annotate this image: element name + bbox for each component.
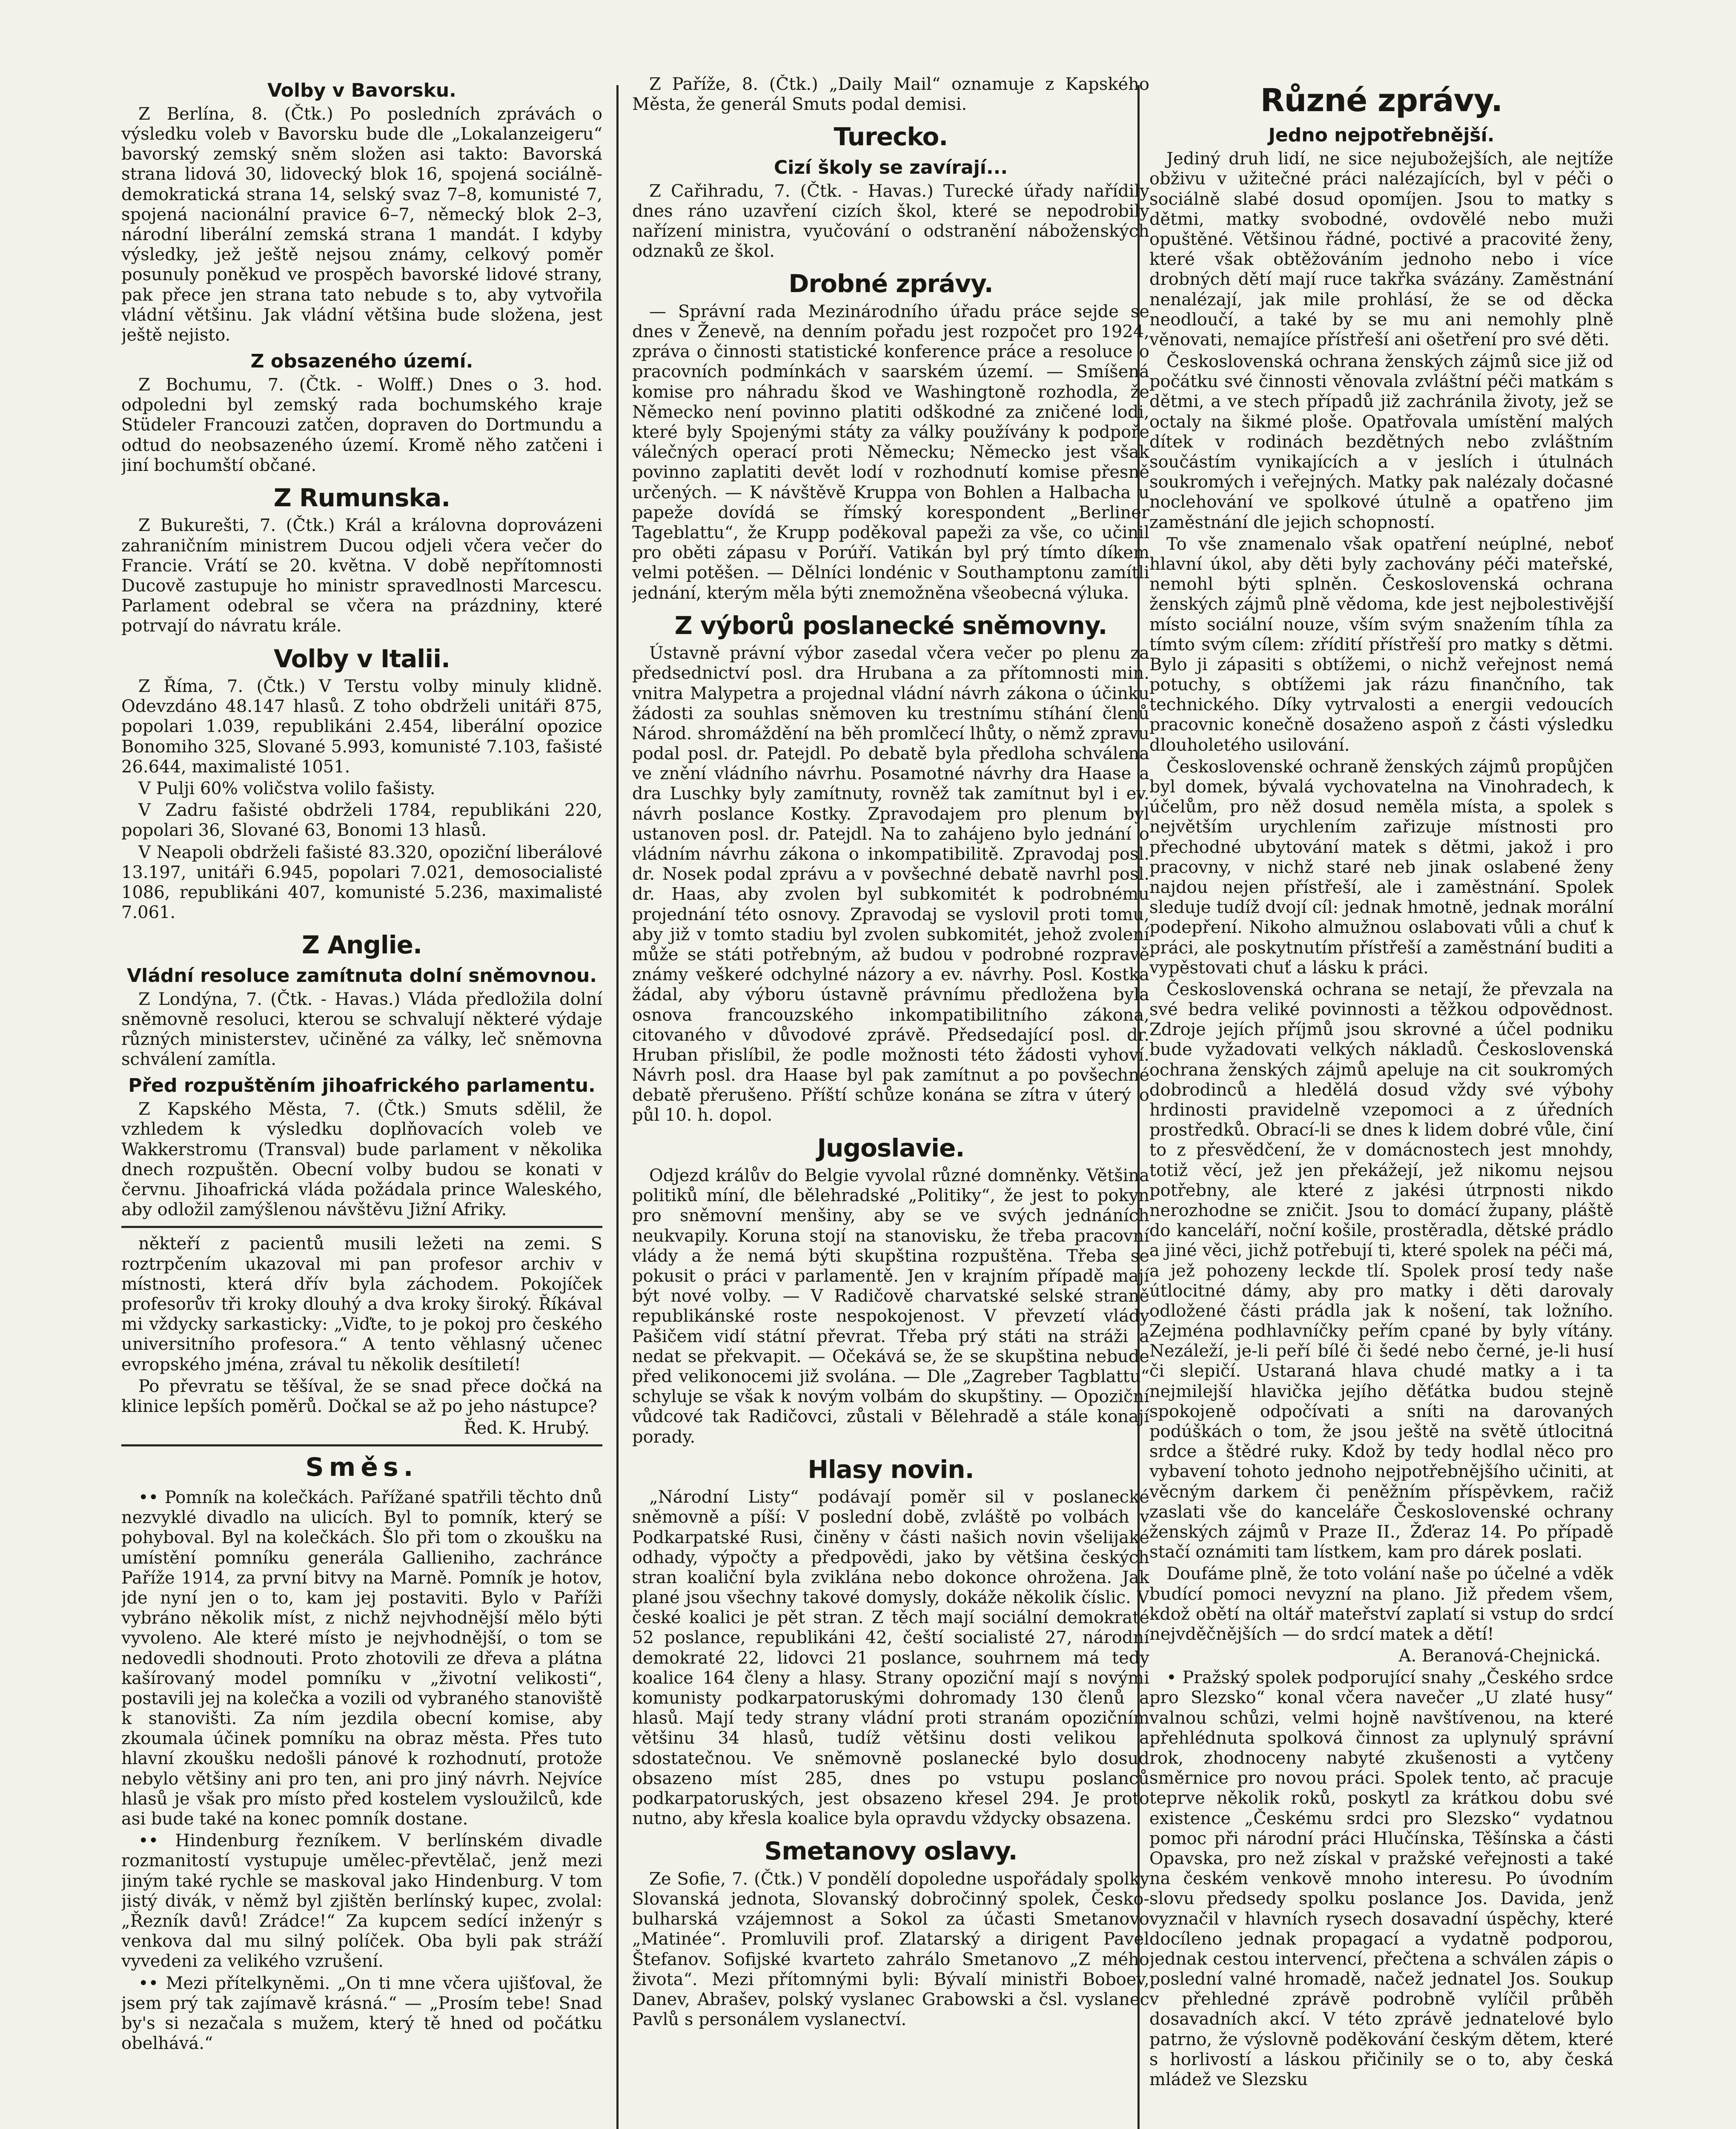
section-rule — [121, 1444, 602, 1446]
article-italii-2: V Pulji 60% voličstva volilo fašisty. — [138, 778, 435, 798]
heading-drobne: Drobné zprávy. — [788, 269, 993, 298]
article-ruzne-6: Doufáme plně, že toto volání naše po účelné a vděk budící pomoci nevyzní na plano. Již předem všem, kdož obětí na oltář mateřství zaplatí si vstup do srdcí nejvděčnějších — do srdcí matek a dětí! — [1149, 1564, 1613, 1644]
subheading-jihoafricky: Před rozpuštěním jihoafrického parlamentu. — [128, 1075, 596, 1097]
article-turecko: Z Cařihradu, 7. (Čtk. - Havas.) Turecké úřady nařídily dnes ráno uzavření cizích škol, které se nepodrobily nařízení ministra, vyučování o odstranění náboženských odznaků ze škol. — [632, 181, 1149, 261]
article-italii-3: V Zadru fašisté obdrželi 1784, republikáni 220, popolari 36, Slované 63, Bonomi 13 hlasů. — [121, 801, 602, 841]
article-vyboru: Ústavně právní výbor zasedal včera večer po plenu za předsednictví posl. dra Hrubana a za přítomnosti min. vnitra Malypetra a projednal vládní návrh zákona o účinku žádosti za souhlas sněmoven ku trestnímu stíhání členů Národ. shromáždění na běh promlčecí lhůty, o němž zpravu podal posl. dr. Patejdl. Po debatě byla předloha schválena ve znění vládního návrhu. Posamotné návrhy dra Haase a dra Luschky byly zamítnuty, rovněž tak zamítnut byl i ev. návrh poslance Kostky. Zpravodajem pro plenum byl ustanoven posl. dr. Patejdl. Na to zahájeno bylo jednání o vládním návrhu zákona o inkompatibilitě. Zpravodaj posl. dr. Nosek podal zprávu a v povšechné debatě navrhl posl. dr. Haas, aby zvolen byl subkomitét k podrobnému projednání této osnovy. Zpravodaj se vyslovil proti tomu, aby již v tomto stadiu byl zvolen subkomitét, jehož zvolení může se státi potřebným, až budou v podrobné rozpravě známy veškeré odchylné názory a ev. návrhy. Posl. Kostka žádal, aby výboru ústavně právnímu předložena byla osnova francouzského inkompatibilitního zákona, citovaného v důvodové zprávě. Předsedající posl. dr. Hruban přislíbil, že podle možnosti této žádosti vyhoví. Návrh posl. dra Haase byl pak zamítnut a po povšechné debatě přerušeno. Příští schůze konána se zítra v úterý o půl 10. h. dopol. — [632, 643, 1149, 1125]
article-hlasy: „Národní Listy“ podávají poměr sil v poslanecké sněmovně a píší: V poslední době, zvláště po volbách v Podkarpatské Rusi, činěny v části našich novin všelijaké odhady, výpočty a předpovědi, jako by většina českých stran koaliční byla zviklána nebo dokonce ohrožena. Jak plané jsou všechny takové domysly, dokáže několik číslic. V české koalici je pět stran. Z těch mají sociální demokraté 52 poslance, republikáni 42, čeští socialisté 27, národní demokraté 22, lidovci 21 poslance, souhrnem má tedy koalice 164 členy a hlasy. Strany opoziční mají s novými komunisty podkarpatoruskými dohromady 130 členů a hlasů. Mají tedy strany vládní proti stranám opozičním většinu 34 hlasů, tudíž většinu dosti velikou a sdostatečnou. Ve sněmovně poslanecké bylo dosud obsazeno míst 285, dnes po vstupu poslanců podkarpatoruských, jest obsazeno křesel 294. Je proto nutno, aby křesla koalice byla opravdu vždycky obsazena. — [632, 1487, 1149, 1829]
article-ruzne-5: Československá ochrana se netají, že převzala na své bedra veliké povinnosti a těžkou odpovědnost. Zdroje jejích příjmů jsou skrovné a účel podniku bude vyžadovati velkých nákladů. Československá ochrana ženských zájmů apeluje na cit soukromých dobrodinců a hledělá dosud vždy své výbohy hrdinosti pravidelně vzepomoci a z úředních prostředků. Obrací-li se dnes k lidem dobré vůle, činí to z přesvědčení, že v domácnostech jest mnohdy, totiž věcí, jež jen překážejí, jež nikomu nejsou potřebny, ale které z jakési útrpnosti nikdo nerozhodne se zničit. Jsou to domácí župany, pláště do kanceláří, noční košile, prostěradla, dětské prádlo a jiné věci, jichž potřebují ti, které spolek na péči má, a jež pohozeny leckde tlí. Spolek prosí tedy naše útlocitné dámy, aby pro matky i děti darovaly odložené části prádla jak k nošení, tak ložního. Zejména podhlavníčky peřím cpané by byly vítány. Nezáleží, je-li peří bílé či šedé nebo černé, je-li husí či slepičí. Ustaraná hlava chudé matky a i ta nejmilejší hlavička jejího děťátka budou stejně spokojeně odpočívati a sníti na darovaných podúškách o tom, že jsou ještě na světě útlocitná srdce a štědré ruky. Kdož by tedy hodlal něco pro vybavení tohoto jednoho nejpotřebnějšího učiniti, at věcným darkem či peněžním příspěvkem, račiž zaslati vše do kanceláře Československé ochrany ženských zájmů v Praze II., Žďeraz 14. Po případě stačí oznámiti tam lístkem, kam pro dárek poslati. — [1149, 979, 1613, 1562]
article-ruzne-2: Československá ochrana ženských zájmů sice již od počátku své činnosti věnovala zvláštní péči matkám s dětmi, a ve stech případů již zachránila životy, jež se octaly na šikmé ploše. Opatřovala umístění malých dítek v rodinách bezdětných nebo zvláštním součástím vynikajících a v jeslích i útulnách soukromých i veřejných. Matky pak nalézaly dočasné noclehování ve spolkové útulně a opatřeno jim zaměstnání dle jejich schopností. — [1149, 352, 1613, 532]
heading-italii: Volby v Italii. — [273, 644, 450, 673]
heading-anglie: Z Anglie. — [301, 930, 422, 960]
article-jugoslavie: Odjezd králův do Belgie vyvolal různé domněnky. Většina politiků míní, dle bělehradské „Politiky“, že jest to pokyn pro sněmovní menšiny, aby se ve svých jednáních neukvapily. Koruna stojí na stanovisku, že třeba pracovní vlády a že nemá býti skupština rozpuštěna. Třeba se pokusit o práci v parlamentě. Jen v krajním případě mají být nové volby. — V Radičově charvatské selské straně republikánské roste nespokojenost. V převzetí vlády Pašičem vidí státní převrat. Třeba prý státi na stráži a nedat se překvapit. — Očekává se, že se skupština nebude před velikonocemi již svolána. — Dle „Zagreber Tagblattu“ schyluje se však k novým volbám do skupštiny. — Opoziční vůdcové tak Radičovci, zůstali v Bělehradě a stále konají porady. — [632, 1166, 1149, 1447]
heading-jugoslavie: Jugoslavie. — [817, 1133, 965, 1162]
article-hindenburg: •• Hindenburg řezníkem. V berlínském divadle rozmanitostí vystupuje umělec-převtělač, jenž mezi jiným také rychle se maskoval jako Hindenburg. V tom jistý divák, v němž byl zjištěn berlínský kupec, zvolal: „Řezník davů! Zrádce!“ Za kupcem sedící inženýr s venkova dal mu silný políček. Oba byli pak stráží vyvedeni za velikého vzrušení. — [121, 1831, 602, 1971]
article-anglie: Z Londýna, 7. (Čtk. - Havas.) Vláda předložila dolní sněmovně resoluci, kterou se schvalují některé výdaje různých ministerstev, učiněné za války, leč sněmovna schválení zamítla. — [121, 989, 602, 1070]
column-2 — [632, 75, 1149, 2129]
article-smetanovy: Ze Sofie, 7. (Čtk.) V pondělí dopoledne uspořádaly spolky Slovanská jednota, Slovanský dobročinný spolek, Česko-bulharská vzájemnost a Sokol za účasti Smetanovo „Matinée“. Promluvili prof. Zlatarský a dirigent Pavel Štefanov. Sofijské kvarteto zahrálo Smetanovo „Z mého života“. Mezi přítomnými byli: Bývalí ministři Boboev, Danev, Abrašev, polský vyslanec Grabowski a čsl. vyslanec Pavlů s personálem vyslanectví. — [632, 1869, 1149, 2030]
heading-obsazeneho: Z obsazeného území. — [250, 350, 473, 373]
subheading-jedno: Jedno nejpotřebnější. — [1268, 124, 1495, 146]
heading-turecko: Turecko. — [834, 122, 948, 152]
article-ruzne-1: Jediný druh lidí, ne sice nejubožejších, ale nejtíže obživu v užitečné práci nalézajících, byl v péči o sociálně slabé dosud opomíjen. Jsou to matky s dětmi, matky svobodné, ovdovělé nebo muži opuštěné. Většinou řádné, poctivé a pracovité ženy, které však obtěžováním jednoho nebo i více drobných dětí mají ruce takřka svázány. Zaměstnání nenalézají, jak mile prohlásí, že se od děcka neodloučí, a také by se mu ani nemohly plně věnovati, nemajíce přístřeší ani ošetření pro své děti. — [1149, 149, 1613, 350]
article-spolek: • Pražský spolek podporující snahy „Českého srdce pro Slezsko“ konal včera navečer „U zlaté husy“ valnou schůzi, velmi hojně navštívenou, na které přehlédnuta spolková činnost za uplynulý správní rok, zhodnoceny nabyté zkušenosti a vytčeny směrnice pro novou práci. Spolek tento, ač pracuje teprve několik roků, poskytl za krátkou dobu své existence „Českému srdci pro Slezsko“ vydatnou pomoc při národní práci Hlučínska, Těšínska a části Opavska, pro než získal v pražské veřejnosti a také na českém venkově mnoho interesu. Po úvodním slovu předsedy spolku poslance Jos. Davida, jenž vyznačil v hlavních rysech dosavadní úspěchy, které docíleno jednak propagací a vydatně podporou, jednak cestou intervencí, přečtena a schválen zápis o poslední valné hromadě, načež jednatel Jos. Soukup v přehledné zprávě podrobně vylíčil průběh dosavadních akcí. V této zprávě jednatelové bylo patrno, že výslovně poděkování českým dětem, které s horlivostí a láskou přičinily se o to, aby česká mládež ve Slezsku — [1149, 1668, 1613, 2090]
feuilleton-text-2: Po převratu se těšíval, že se snad přece dočká na klinice lepších poměrů. Dočkal se až po jeho nástupce? — [121, 1376, 602, 1416]
article-pomnik: •• Pomník na kolečkách. Pařížané spatřili těchto dnů nezvyklé divadlo na ulicích. Byl to pomník, který se pohyboval. Byl na kolečkách. Šlo při tom o zkoušku na umístění pomníku generála Gallieniho, zachránce Paříže 1914, za první bitvy na Marně. Pomník je hotov, jde nyní jen o to, kam jej postaviti. Bylo v Paříži vybráno několik míst, z nichž nejvhodnější mělo býti vyvoleno. Ale které místo je nejvhodnější, o tom se nedovedli shodnouti. Proto zhotovili ze dřeva a plátna kašírovaný model pomníku v „životní velikosti“, postavili jej na kolečka a vozili od vybraného stanoviště k stanovišti. Za ním jezdila obecní komise, aby zkoumala účinek pomníku na obraz města. Přes tuto hlavní zkoušku nedošli pánové k rozhodnutí, protože nebylo většiny ani pro ten, ani pro jiný návrh. Nejvíce hlasů je však pro místo před kostelem vysloužilců, kde asi bude také na konec pomník dostane. — [121, 1488, 602, 1829]
article-ruzne-4: Československé ochraně ženských zájmů propůjčen byl domek, bývalá vychovatelna na Vinohradech, k účelům, pro něž dosud neměla místa, a spolek s největším urychlením zařizuje místnosti pro přechodné ubytování matek s dětmi, jakož i pro pracovny, v nichž staré neb jinak oslabené ženy najdou nejen přístřeší, ale i zaměstnání. Spolek sleduje tudíž dvojí cíl: jednak hmotně, jednak morální podepření. Nikoho almužnou oslabovati vůli a chuť k práci, ale poskytnutím přístřeší a zaměstnání buditi a vypěstovati chuť a lásku k práci. — [1149, 757, 1613, 978]
article-pritelkynemi: •• Mezi přítelkyněmi. „On ti mne včera ujišťoval, že jsem prý tak zajímavě krásná.“ — „Prosím tebe! Snad by's si nezačala s mužem, který tě hned od počátku obelhává.“ — [121, 1973, 602, 2054]
column-1 — [121, 75, 602, 2129]
article-rumunska: Z Bukurešti, 7. (Čtk.) Král a královna doprovázeni zahraničním ministrem Ducou odjeli včera večer do Francie. Vrátí se 20. května. V době nepřítomnosti Ducově zastupuje ho ministr spravedlnosti Marcescu. Parlament odebral se včera na prázdniny, které potrvají do návratu krále. — [121, 516, 602, 636]
article-parize: Z Paříže, 8. (Čtk.) „Daily Mail“ oznamuje z Kapského Města, že generál Smuts podal demisi. — [632, 75, 1149, 115]
feuilleton-text: někteří z pacientů musili ležeti na zemi. S roztrpčením ukazoval mi pan profesor archiv v místnosti, která dřív byla záchodem. Pokojíček profesorův tři kroky dlouhý a dva kroky široký. Říkával mi vždycky sarkasticky: „Viďte, to je pokoj pro českého universitního profesora.“ A tento věhlasný učenec evropského jména, zrával tu několik desítiletí! — [121, 1234, 602, 1374]
article-drobne: — Správní rada Mezinárodního úřadu práce sejde se dnes v Ženevě, na denním pořadu jest rozpočet pro 1924, zpráva o činnosti statistické konference práce a resoluce o pracovních podmínkách v saarském území. — Smíšená komise pro náhradu škod ve Washingtoně rozhodla, že Německo není povinno platiti odškodné za zničené lodi, které byly Spojenými státy za války používány k podpoře válečných operací proti Německu; Německo jest však povinno zaplatiti devět lodí v rozhodnutí komise přesně určených. — K návštěvě Kruppa von Bohlen a Halbacha u papeže dovídá se římský korespondent „Berliner Tageblattu“, že Krupp poděkoval papeži za vše, co učinil pro oběti zápasu v Porúří. Vatikán byl prý tímto díkem velmi potěšen. — Dělníci londénic v Southamptonu zamítli jednání, kterým měla býti znemožněna všeobecná výluka. — [632, 301, 1149, 603]
heading-bavorsku: Volby v Bavorsku. — [267, 80, 456, 101]
heading-hlasy: Hlasy novin. — [808, 1455, 974, 1484]
article-italii-4: V Neapoli obdrželi fašisté 83.320, opoziční liberálové 13.197, unitáři 6.945, popolari 7.021, demosocialisté 1086, republikáni 407, komunisté 5.236, maximalisté 7.061. — [121, 842, 602, 923]
column-rule-1 — [616, 85, 619, 2129]
heading-smes: Směs. — [305, 1452, 418, 1483]
heading-smetanovy: Smetanovy oslavy. — [764, 1836, 1017, 1866]
heading-vyboru: Z výborů poslanecké sněmovny. — [674, 611, 1107, 640]
heading-ruzne: Různé zprávy. — [1260, 82, 1503, 119]
article-ruzne-3: To vše znamenalo však opatření neúplné, neboť hlavní úkol, aby děti byly zachovány péči mateřské, nemohl býti splněn. Československá ochrana ženských zájmů plně vědoma, kde jest nejbolestivější místo sociální nouze, vším svým snažením tíhla za tímto svým cílem: zřídití přístřeší pro matky s dětmi. Bylo ji zápasiti s obtížemi, o nichž veřejnost nemá potuchy, s obtížemi jak rázu finančního, tak technického. Díky vytrvalosti a energii vedoucích pracovnic konečně dosaženo aspoň z části výsledku dlouholetého usilování. — [1149, 534, 1613, 755]
article-italii-1: Z Říma, 7. (Čtk.) V Terstu volby minuly klidně. Odevzdáno 48.147 hlasů. Z toho obdrželi unitáři 875, popolari 1.039, republikáni 2.454, liberální opozice Bonomiho 325, Slované 5.993, komunisté 7.103, fašisté 26.644, maximalisté 1051. — [121, 677, 602, 777]
subheading-resoluce: Vládní resoluce zamítnuta dolní sněmovnou. — [127, 964, 597, 987]
heading-rumunska: Z Rumunska. — [273, 483, 450, 512]
article-jihoafricky: Z Kapského Města, 7. (Čtk.) Smuts sdělil, že vzhledem k výsledku doplňovacích voleb ve Wakkerstromu (Transval) bude parlament v několika dnech rozpuštěn. Obecní volby budou se konati v červnu. Jihoafrická vláda požádala prince Waleského, aby odložil zamýšlenou návštěvu Jižní Afriky. — [121, 1099, 602, 1220]
article-ruzne-signature: A. Beranová-Chejnická. — [1398, 1646, 1601, 1666]
column-3 — [1149, 75, 1613, 2129]
feuilleton-signature: Řed. K. Hrubý. — [464, 1418, 590, 1438]
section-rule — [121, 1226, 602, 1228]
article-obsazeneho: Z Bochumu, 7. (Čtk. - Wolff.) Dnes o 3. hod. odpoledni byl zemský rada bochumského kraje Stüdeler Francouzi zatčen, dopraven do Dortmundu a odtud do neobsazeného území. Kromě něho zatčeni i jiní bochumští občané. — [121, 375, 602, 475]
article-bavorsku: Z Berlína, 8. (Čtk.) Po posledních zprávách o výsledku voleb v Bavorsku bude dle „Lokalanzeigeru“ bavorský zemský sněm složen asi takto: Bavorská strana lidová 30, lidovecký blok 16, spojená sociálně-demokratická strana 14, selský svaz 7–8, komunisté 7, spojená nacionální pravice 6–7, německý blok 2–3, národní liberální zemská strana 1 mandát. I kdyby výsledky, jež ještě nejsou známy, celkový poměr posunuly poněkud ve prospěch bavorské lidové strany, pak přece jen strana tato nebude s to, aby vytvořila vládní většinu. Jak vládní většina bude složena, jest ještě nejisto. — [121, 104, 602, 345]
subheading-skoly: Cizí školy se zavírají... — [773, 156, 1008, 178]
